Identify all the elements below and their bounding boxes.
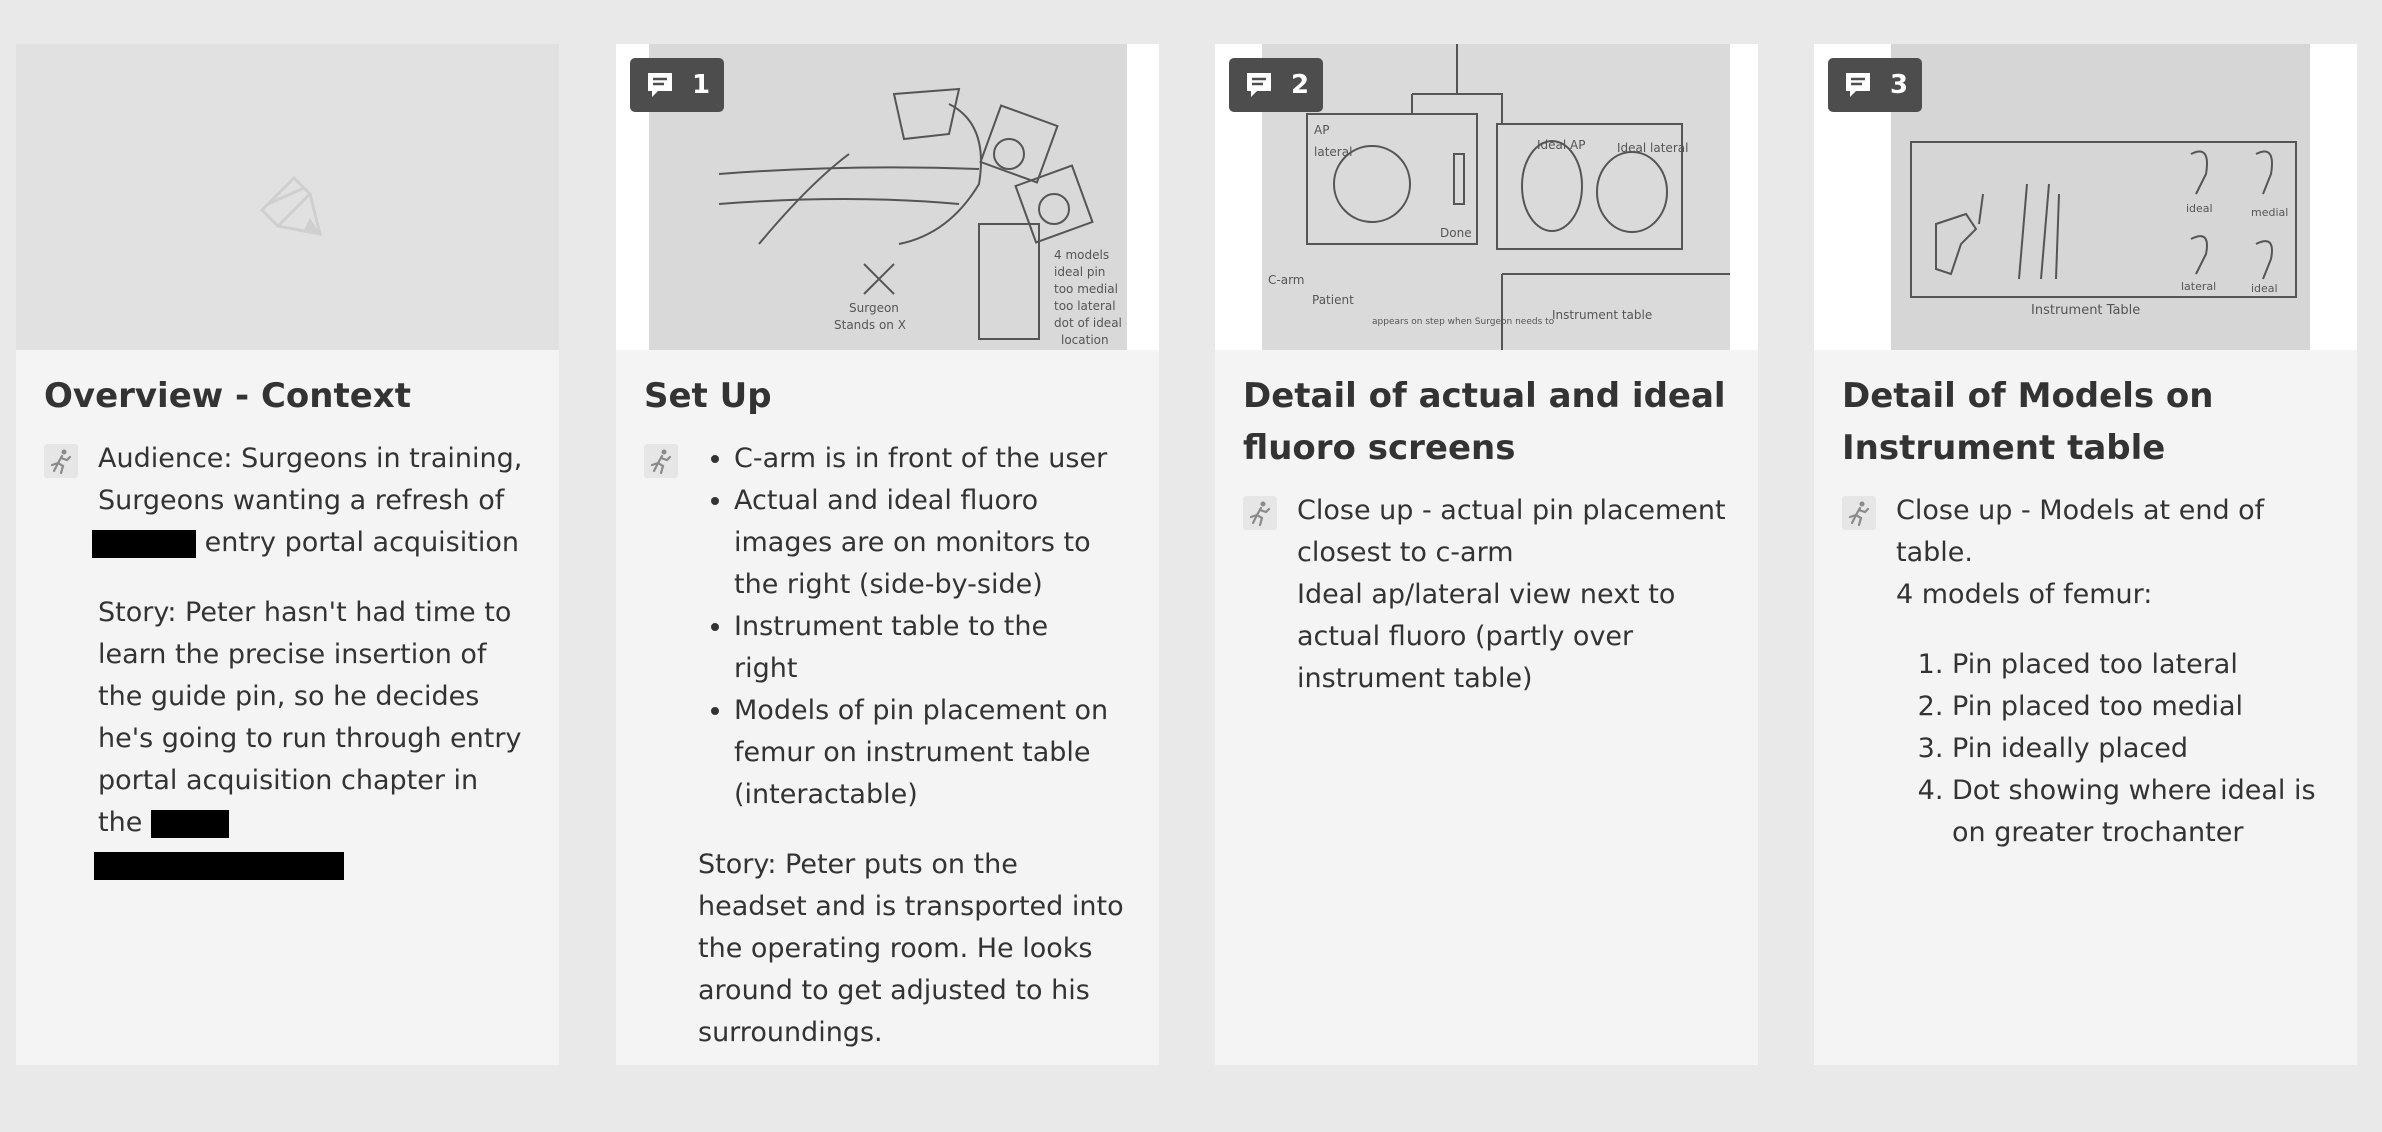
action-running-icon[interactable]: [1243, 496, 1277, 530]
card-description: [698, 438, 1118, 816]
list-item: 4. Dot showing where ideal is on greater trochanter: [1952, 770, 2329, 854]
card-image[interactable]: [1814, 44, 2357, 350]
sketch-label: Done: [1440, 226, 1472, 240]
description-line: Close up - Models at end of table.: [1896, 495, 2265, 568]
list-item: • Instrument table to the right: [734, 606, 1118, 690]
card-title[interactable]: Overview - Context: [44, 376, 411, 416]
card-description: [1297, 490, 1730, 700]
storyboard-card-setup[interactable]: [616, 44, 1159, 1065]
redacted-text: [92, 530, 196, 558]
list-item: • Actual and ideal fluoro images are on monitors to the right (side-by-side): [734, 480, 1118, 606]
audience-line-text: entry portal acquisition: [204, 527, 519, 558]
sketch-label: appears on step when Surgeon needs to: [1372, 317, 1555, 327]
audience-line: Audience: Surgeons in training,: [98, 443, 523, 474]
comment-icon: [1243, 69, 1275, 101]
sketch-label: medial: [2251, 206, 2289, 219]
comment-icon: [1842, 69, 1874, 101]
models-list: [1896, 644, 2329, 854]
card-image[interactable]: [1215, 44, 1758, 350]
sketch-label: AP: [1314, 123, 1330, 137]
comment-count-badge[interactable]: [1229, 58, 1323, 112]
redacted-text: [94, 852, 344, 880]
sketch-label: ideal: [2186, 202, 2213, 215]
setup-list: [698, 438, 1118, 816]
action-running-icon[interactable]: [44, 444, 78, 478]
redacted-text: [151, 810, 229, 838]
sketch-label: Surgeon: [849, 301, 899, 315]
sketch-label: 4 models: [1054, 248, 1110, 262]
comment-count: 1: [692, 70, 711, 100]
story-sentence: Story: Peter hasn't had time to learn the precise insertion of the guide pin, so he decides he's going to run through entry portal acquisition chapter in the: [98, 597, 522, 838]
sketch-label: too medial: [1054, 282, 1118, 296]
story-text: [98, 592, 526, 886]
sketch-label: Instrument Table: [2031, 303, 2141, 318]
description-line: Close up - actual pin placement closest to c-arm: [1297, 495, 1726, 568]
comment-count-badge[interactable]: [1828, 58, 1922, 112]
sketch-label: Patient: [1312, 293, 1354, 307]
storyboard-card-fluoro[interactable]: [1215, 44, 1758, 1065]
sketch-label: ideal: [2251, 282, 2278, 295]
sketch-label: Stands on X: [834, 318, 906, 332]
comment-count-badge[interactable]: [630, 58, 724, 112]
audience-line: [92, 522, 526, 564]
list-item: • C-arm is in front of the user: [734, 438, 1118, 480]
card-title[interactable]: Detail of Models on Instrument table: [1842, 376, 2214, 468]
card-description: [1896, 490, 2329, 854]
action-running-icon[interactable]: [644, 444, 678, 478]
comment-count: 3: [1890, 70, 1909, 100]
sketch-label: ideal pin: [1054, 265, 1106, 279]
action-running-icon[interactable]: [1842, 496, 1876, 530]
sketch-label: lateral: [2181, 280, 2217, 293]
list-item: 2. Pin placed too medial: [1952, 686, 2329, 728]
sketch-label: location: [1061, 333, 1109, 347]
comment-count: 2: [1291, 70, 1310, 100]
description-line: 4 models of femur:: [1896, 579, 2153, 610]
list-item: • Models of pin placement on femur on instrument table (interactable): [734, 690, 1118, 816]
story-text: Story: Peter puts on the headset and is transported into the operating room. He looks around to get adjusted to his surroundings.: [698, 849, 1124, 1048]
card-description: [98, 438, 526, 886]
sketch-label: Ideal lateral: [1617, 141, 1689, 155]
card-image-placeholder[interactable]: [16, 44, 559, 350]
audience-line: Surgeons wanting a refresh of: [98, 485, 505, 516]
sketch-label: Instrument table: [1552, 308, 1653, 322]
fluoro-sketch-image: [1262, 44, 1730, 350]
list-item: 3. Pin ideally placed: [1952, 728, 2329, 770]
sketch-label: Ideal AP: [1537, 138, 1586, 152]
comment-icon: [644, 69, 676, 101]
sketch-label: too lateral: [1054, 299, 1116, 313]
sketch-label: C-arm: [1268, 273, 1305, 287]
storyboard-card-models[interactable]: [1814, 44, 2357, 1065]
storyboard-card-overview[interactable]: [16, 44, 559, 1065]
sketch-label: dot of ideal: [1054, 316, 1122, 330]
card-title[interactable]: Set Up: [644, 376, 772, 416]
description-line: Ideal ap/lateral view next to actual fluoro (partly over instrument table): [1297, 579, 1676, 694]
models-sketch-image: [1891, 44, 2310, 350]
list-item: 1. Pin placed too lateral: [1952, 644, 2329, 686]
sketch-label: lateral: [1314, 145, 1353, 159]
card-image[interactable]: [616, 44, 1159, 350]
pencil-icon: [248, 160, 328, 240]
card-title[interactable]: Detail of actual and ideal fluoro screens: [1243, 376, 1726, 468]
